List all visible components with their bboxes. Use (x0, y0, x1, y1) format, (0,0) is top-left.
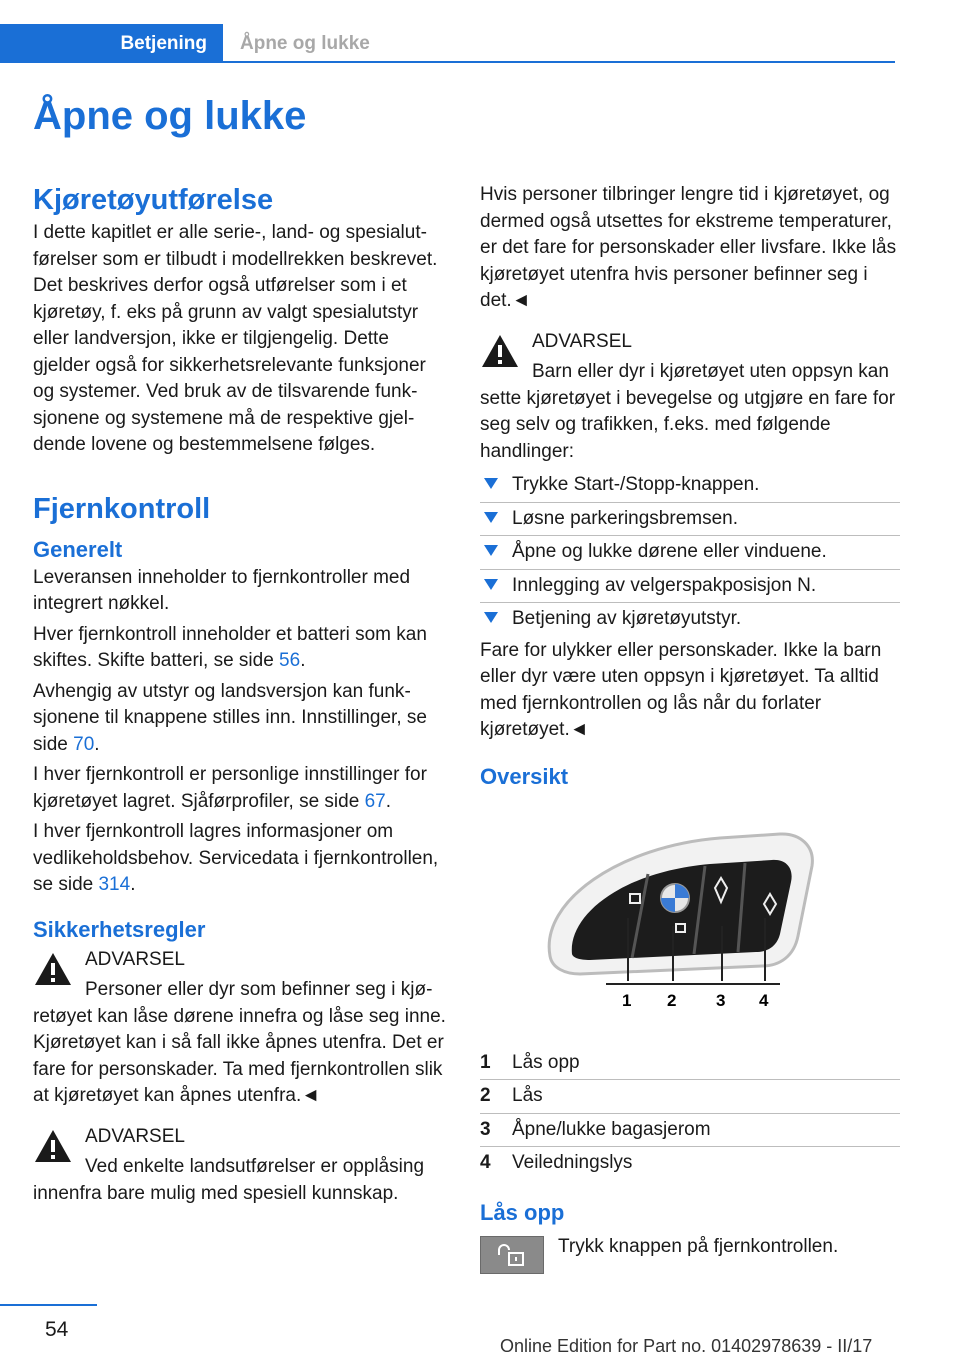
page-number: 54 (45, 1318, 69, 1341)
heading-general: Generelt (33, 536, 123, 562)
unlock-instruction (480, 1236, 900, 1274)
paragraph-delivery: Leveransen inneholder to fjernkontroller med integrert nøkkel. (33, 566, 411, 614)
tab-betjening[interactable]: Betjening (0, 24, 223, 63)
warning-triangle-icon (480, 333, 520, 369)
callout-3: 3 (716, 990, 726, 1010)
paragraph-temperature-warning: Hvis personer tilbringer lengre tid i kjøretøyet, og dermed også utsettes for ekstreme temperaturer, er det fare for personskader eller livsfare. Ikke lås kjøretøyet utenfra hvis personer befinner seg i det.◄ (480, 184, 897, 311)
triangle-bullet-icon (484, 478, 498, 489)
paragraph-battery: Hver fjernkontroll inneholder et batteri som kan skiftes. Skifte batteri, se side 56. (33, 623, 427, 671)
warning-triangle-icon (33, 1128, 73, 1164)
triangle-bullet-icon (484, 612, 498, 623)
header-bar (0, 0, 960, 64)
paragraph-accident-warning: Fare for ulykker eller personskader. Ikke la barn eller dyr være uten oppsyn i kjøretøyet. Ta alltid med fjernkontrollen og lås når du forlater kjøretøyet.◄ (480, 639, 882, 740)
right-column (480, 182, 900, 1274)
warning-block-1 (33, 947, 449, 1110)
heading-vehicle-version: Kjøretøyutførelse (33, 184, 274, 216)
figure-legend (480, 1047, 900, 1180)
callout-2: 2 (667, 990, 677, 1010)
link-page-314[interactable]: 314 (98, 874, 131, 895)
warning-text: Ved enkelte landsutførelser er opplåsing innenfra bare mulig med spesiell kunnskap. (33, 1156, 425, 1204)
footer-rule (0, 1304, 97, 1306)
triangle-bullet-icon (484, 512, 498, 523)
list-item: Trykke Start-/Stopp-knappen. (480, 469, 900, 503)
link-page-67[interactable]: 67 (364, 790, 386, 812)
left-column (33, 180, 449, 1207)
paragraph-personal-settings: I hver fjernkontroll er personlige innstillinger for kjøretøyet lagret. Sjåførprofiler, se side 67. (33, 764, 427, 812)
legend-item: 2 Lås (480, 1080, 900, 1114)
callout-4: 4 (759, 990, 769, 1010)
legend-item: 4 Veiledningslys (480, 1152, 633, 1173)
callout-1: 1 (622, 990, 632, 1010)
warning-block-2 (33, 1124, 449, 1208)
paragraph-vehicle-version: I dette kapitlet er alle serie-, land- og spesialutførelser som er tilbudt i modellrekken beskrevet. Det beskrives derfor også utførelser som i et kjøretøy, f. eks på grunn av valgt spesialutstyr eller landversjon, ikke er tilgjengelig. Dette gjelder også for sikkerhetsrelevante funksjoner og systemer. Ved bruk av de tilsvarende funksjonene og systemene må de respektive gjeldende lovene og bestemmelsene følges. (33, 222, 438, 455)
warning-title: ADVARSEL (532, 330, 632, 352)
action-list (480, 469, 900, 636)
list-item: Innlegging av velgerspakposisjon N. (480, 570, 900, 604)
paragraph-service-data: I hver fjernkontroll lagres informasjoner om vedlikeholdsbehov. Servicedata i fjernkontrollen, se side 314. (33, 821, 439, 895)
list-item: Løsne parkeringsbremsen. (480, 503, 900, 537)
link-page-56[interactable]: 56 (279, 650, 301, 671)
warning-text: Personer eller dyr som befinner seg i kjøretøyet kan låse dørene innefra og låse seg inne. Kjøretøyet kan i så fall ikke åpnes utenfra. Det er fare for personskader. Ta med fjernkontrollen slik at kjøretøyet kan åpnes utenfra.◄ (33, 979, 446, 1106)
page-title: Åpne og lukke (33, 94, 307, 138)
triangle-bullet-icon (484, 579, 498, 590)
unlock-button-icon (480, 1236, 544, 1274)
tab-open-close[interactable]: Åpne og lukke (240, 32, 370, 54)
remote-key-illustration (480, 806, 900, 1032)
triangle-bullet-icon (484, 545, 498, 556)
warning-title: ADVARSEL (85, 1125, 185, 1147)
legend-item: 3 Åpne/lukke bagasjerom (480, 1114, 900, 1148)
heading-remote-control: Fjernkontroll (33, 492, 211, 525)
header-rule (0, 61, 895, 63)
heading-overview: Oversikt (480, 763, 569, 789)
footer-edition: Online Edition for Part no. 01402978639 - II/17 (500, 1336, 873, 1356)
link-page-70[interactable]: 70 (73, 733, 95, 755)
warning-title: ADVARSEL (85, 948, 185, 970)
legend-item: 1 Lås opp (480, 1047, 900, 1081)
warning-triangle-icon (33, 951, 73, 987)
paragraph-unlock: Trykk knappen på fjernkontrollen. (558, 1235, 839, 1257)
heading-unlock: Lås opp (480, 1199, 565, 1225)
heading-safety: Sikkerhetsregler (33, 916, 206, 942)
paragraph-button-functions: Avhengig av utstyr og landsversjon kan funksjonene til knappene stilles inn. Innstillinger, se side 70. (33, 680, 427, 755)
warning-block-3 (480, 329, 900, 466)
warning-text: Barn eller dyr i kjøretøyet uten oppsyn kan sette kjøretøyet i bevegelse og utgjøre en fare for seg selv og trafikken, f.eks. med følgende handlinger: (480, 361, 896, 462)
list-item: Betjening av kjøretøyutstyr. (480, 603, 900, 636)
list-item: Åpne og lukke dørene eller vinduene. (480, 536, 900, 570)
